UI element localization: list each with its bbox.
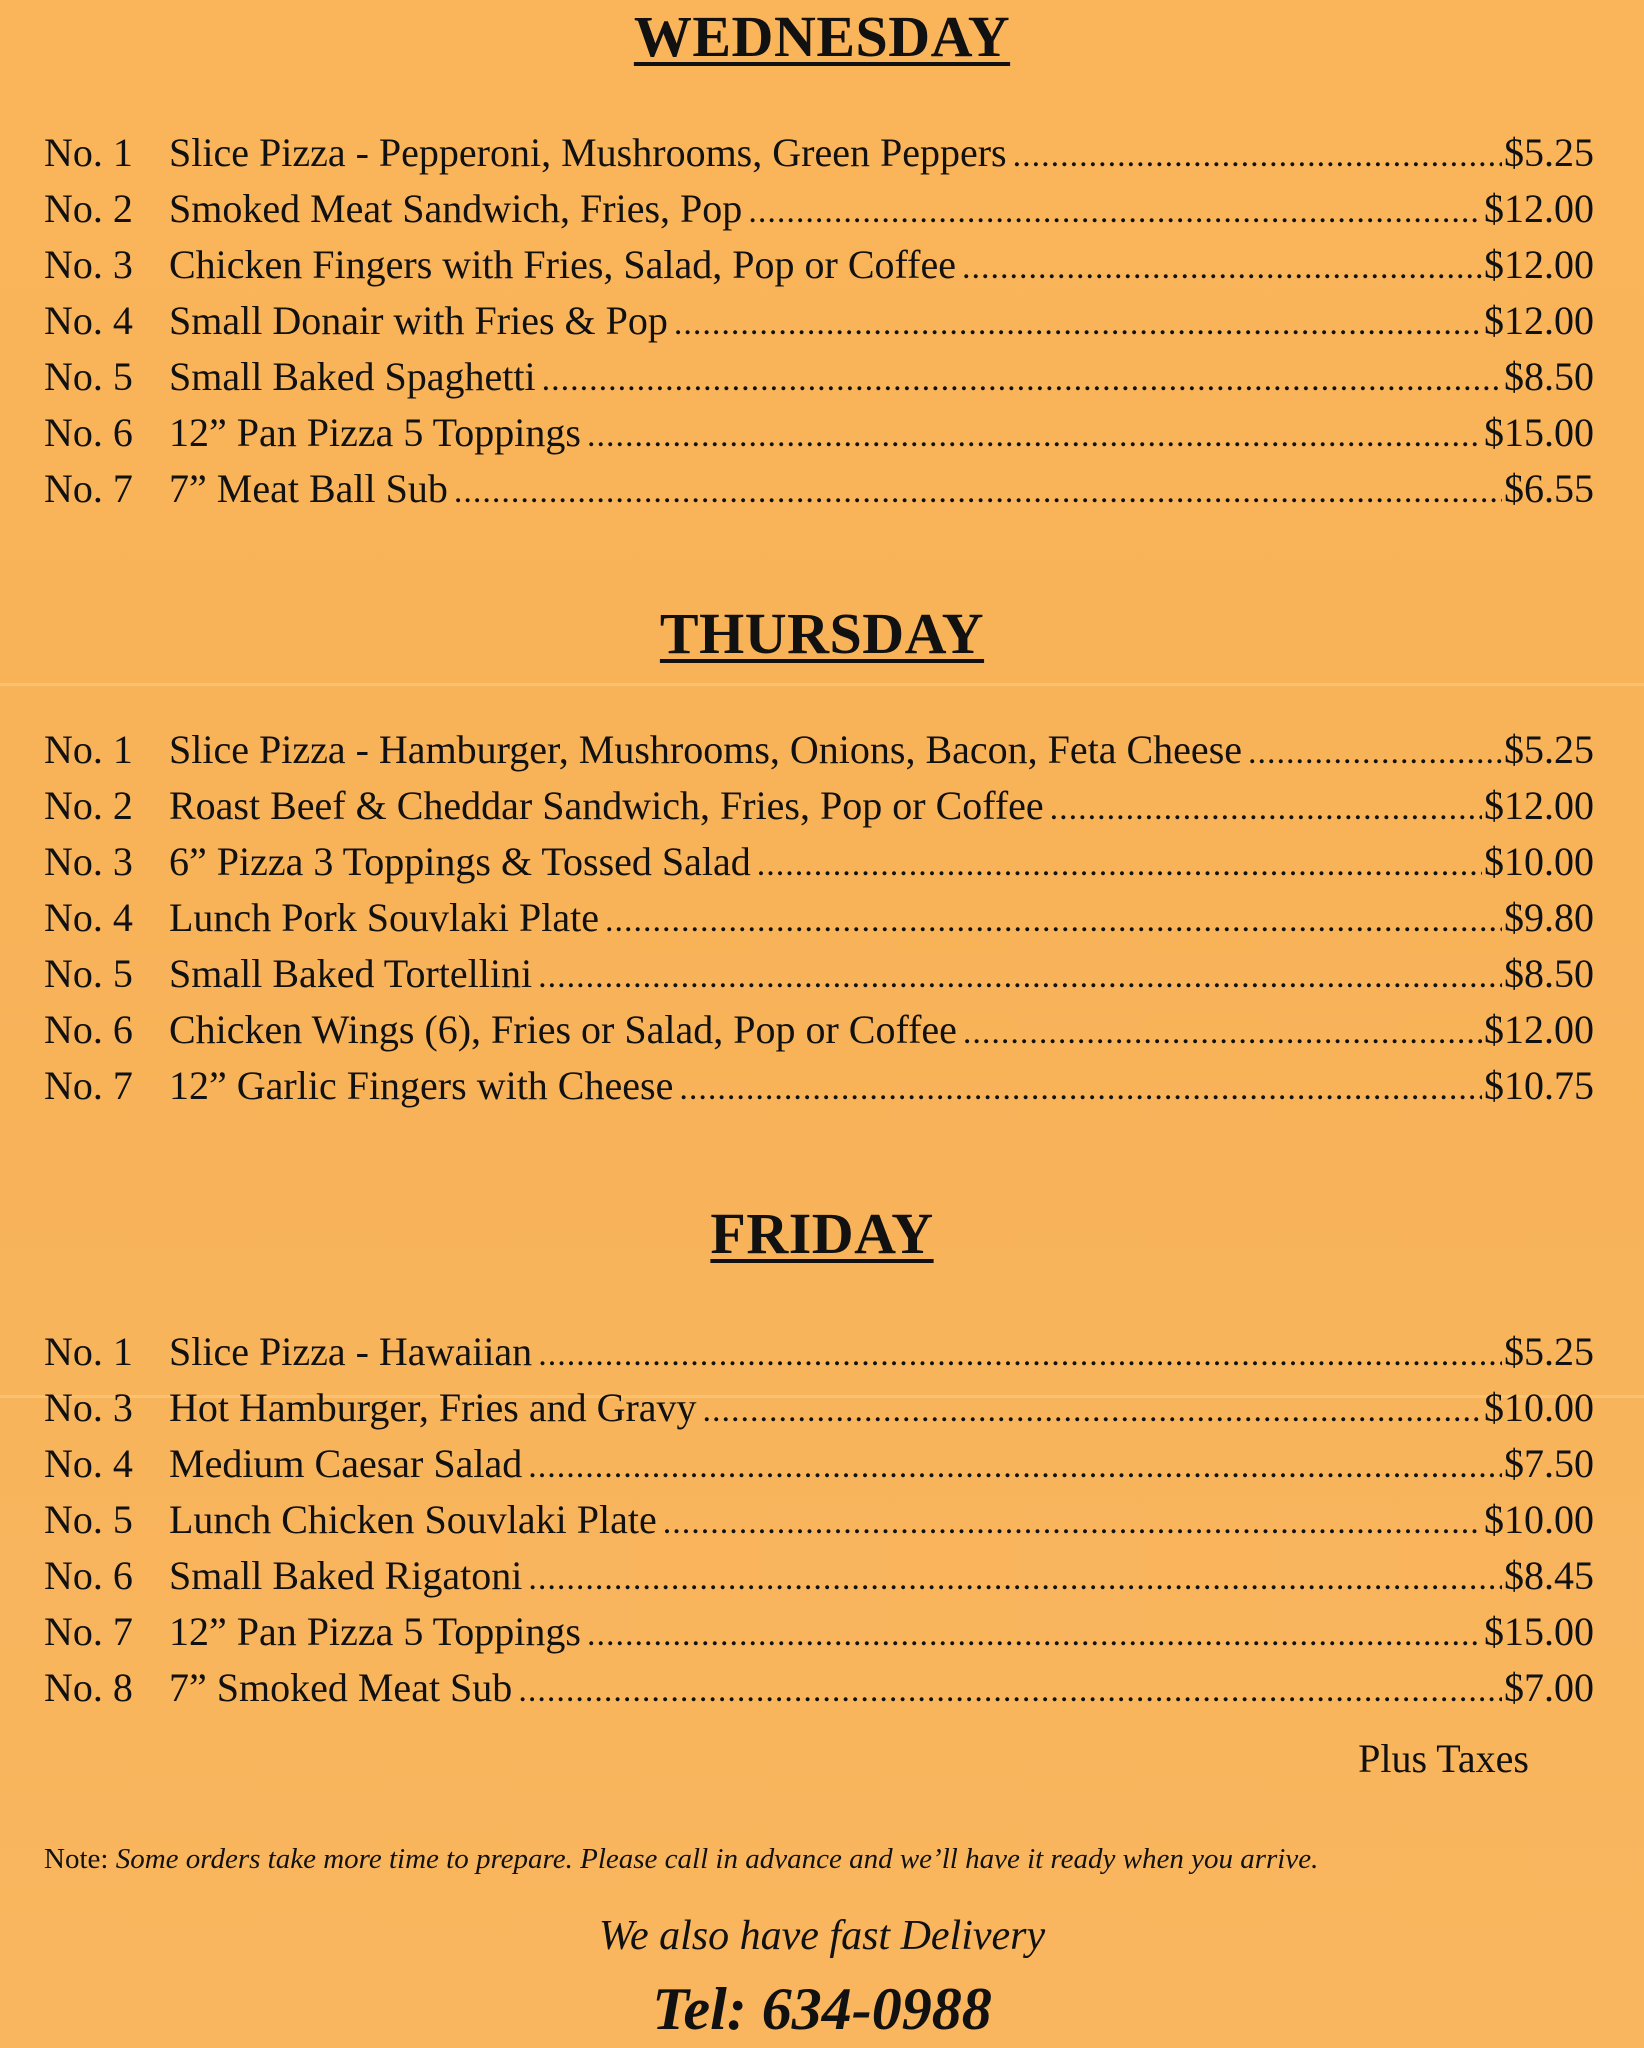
menu-item-number: No. 2 — [44, 783, 133, 828]
menu-item-number: No. 1 — [44, 130, 133, 175]
menu-item-description: Small Baked Spaghetti — [169, 354, 536, 399]
menu-item-number: No. 6 — [44, 410, 133, 455]
menu-item — [44, 890, 1594, 946]
dot-leader — [1050, 778, 1482, 834]
menu-item-number: No. 3 — [44, 839, 133, 884]
menu-item — [44, 125, 1594, 181]
menu-item — [44, 461, 1594, 517]
dot-leader — [454, 461, 1502, 517]
plus-taxes-label: Plus Taxes — [1358, 1736, 1529, 1781]
dot-leader — [1013, 125, 1502, 181]
menu-item — [44, 1436, 1594, 1492]
menu-item-description: Small Baked Tortellini — [169, 951, 533, 996]
dot-leader — [674, 293, 1482, 349]
menu-item — [44, 946, 1594, 1002]
menu-item-number: No. 4 — [44, 895, 133, 940]
menu-item-number: No. 2 — [44, 186, 133, 231]
menu-item-description: Medium Caesar Salad — [169, 1441, 523, 1486]
menu-item-description: Roast Beef & Cheddar Sandwich, Fries, Pop or Coffee — [169, 783, 1044, 828]
wednesday-title: WEDNESDAY — [633, 4, 1011, 69]
menu-item-description: Chicken Wings (6), Fries or Salad, Pop or Coffee — [169, 1007, 957, 1052]
menu-item-price: $7.00 — [1504, 1665, 1594, 1710]
menu-item-number: No. 3 — [44, 1385, 133, 1430]
menu-item-number: No. 4 — [44, 1441, 133, 1486]
menu-item-price: $8.45 — [1504, 1553, 1594, 1598]
menu-item-number: No. 7 — [44, 1063, 133, 1108]
telephone-number: Tel: 634-0988 — [652, 1976, 992, 2042]
menu-item-price: $6.55 — [1504, 466, 1594, 511]
menu-item-description: 12” Garlic Fingers with Cheese — [169, 1063, 674, 1108]
menu-item-price: $7.50 — [1504, 1441, 1594, 1486]
menu-item-price: $15.00 — [1484, 1609, 1594, 1654]
dot-leader — [963, 1002, 1482, 1058]
menu-item-number: No. 5 — [44, 354, 133, 399]
menu-item — [44, 1604, 1594, 1660]
menu-item — [44, 1492, 1594, 1548]
menu-item-price: $10.75 — [1484, 1063, 1594, 1108]
menu-item-price: $10.00 — [1484, 1385, 1594, 1430]
dot-leader — [962, 237, 1482, 293]
dot-leader — [587, 405, 1482, 461]
menu-item — [44, 1548, 1594, 1604]
menu-item — [44, 181, 1594, 237]
friday-title: FRIDAY — [710, 1201, 934, 1266]
dot-leader — [703, 1380, 1482, 1436]
menu-item-number: No. 3 — [44, 242, 133, 287]
menu-item-description: Lunch Chicken Souvlaki Plate — [169, 1497, 657, 1542]
menu-item-number: No. 7 — [44, 1609, 133, 1654]
menu-item-price: $5.25 — [1504, 1329, 1594, 1374]
menu-item-description: 7” Meat Ball Sub — [169, 466, 448, 511]
menu-item-number: No. 5 — [44, 1497, 133, 1542]
menu-item-description: Slice Pizza - Pepperoni, Mushrooms, Green Peppers — [169, 130, 1007, 175]
dot-leader — [528, 1436, 1502, 1492]
menu-item-number: No. 5 — [44, 951, 133, 996]
dot-leader — [605, 890, 1502, 946]
menu-item — [44, 778, 1594, 834]
menu-item-description: Hot Hamburger, Fries and Gravy — [169, 1385, 697, 1430]
menu-item — [44, 834, 1594, 890]
menu-item-price: $5.25 — [1504, 130, 1594, 175]
dot-leader — [542, 349, 1502, 405]
delivery-notice: We also have fast Delivery — [598, 1913, 1046, 1959]
menu-item — [44, 1660, 1594, 1716]
menu-item-price: $12.00 — [1484, 298, 1594, 343]
menu-item-price: $5.25 — [1504, 727, 1594, 772]
menu-item — [44, 722, 1594, 778]
menu-item-description: Smoked Meat Sandwich, Fries, Pop — [169, 186, 743, 231]
menu-item — [44, 1380, 1594, 1436]
note-label: Note: — [44, 1843, 109, 1875]
menu-item-number: No. 6 — [44, 1553, 133, 1598]
menu-item — [44, 1058, 1594, 1114]
menu-item — [44, 1324, 1594, 1380]
menu-item-price: $8.50 — [1504, 951, 1594, 996]
menu-item-description: Slice Pizza - Hawaiian — [169, 1329, 533, 1374]
thursday-title: THURSDAY — [659, 601, 985, 666]
dot-leader — [663, 1492, 1482, 1548]
menu-item-price: $12.00 — [1484, 186, 1594, 231]
thursday-menu-list — [44, 722, 1594, 1114]
menu-item — [44, 349, 1594, 405]
menu-item-price: $12.00 — [1484, 1007, 1594, 1052]
menu-item — [44, 237, 1594, 293]
dot-leader — [528, 1548, 1502, 1604]
wednesday-menu-list — [44, 125, 1594, 517]
menu-item-price: $15.00 — [1484, 410, 1594, 455]
menu-item-description: Small Baked Rigatoni — [169, 1553, 523, 1598]
menu-item-price: $12.00 — [1484, 783, 1594, 828]
dot-leader — [538, 1324, 1502, 1380]
menu-item — [44, 293, 1594, 349]
note-text: Some orders take more time to prepare. Please call in advance and we’ll have it ready when you arrive. — [115, 1843, 1319, 1875]
menu-item-description: 12” Pan Pizza 5 Toppings — [169, 410, 581, 455]
menu-item-description: 6” Pizza 3 Toppings & Tossed Salad — [169, 839, 751, 884]
menu-item-description: Chicken Fingers with Fries, Salad, Pop or Coffee — [169, 242, 956, 287]
menu-item-price: $10.00 — [1484, 839, 1594, 884]
menu-item-description: 12” Pan Pizza 5 Toppings — [169, 1609, 581, 1654]
menu-item-description: Small Donair with Fries & Pop — [169, 298, 668, 343]
dot-leader — [587, 1604, 1482, 1660]
dot-leader — [538, 946, 1502, 1002]
menu-item-description: Lunch Pork Souvlaki Plate — [169, 895, 599, 940]
menu-item-price: $10.00 — [1484, 1497, 1594, 1542]
note — [44, 1843, 1318, 1876]
dot-leader — [1248, 722, 1502, 778]
menu-item-number: No. 4 — [44, 298, 133, 343]
menu-item-description: Slice Pizza - Hamburger, Mushrooms, Onions, Bacon, Feta Cheese — [169, 727, 1243, 772]
menu-item-number: No. 6 — [44, 1007, 133, 1052]
menu-item-number: No. 8 — [44, 1665, 133, 1710]
menu-item-number: No. 1 — [44, 727, 133, 772]
menu-item-price: $8.50 — [1504, 354, 1594, 399]
dot-leader — [679, 1058, 1482, 1114]
menu-item-price: $12.00 — [1484, 242, 1594, 287]
menu-item-description: 7” Smoked Meat Sub — [169, 1665, 513, 1710]
friday-menu-list — [44, 1324, 1594, 1716]
menu-item-number: No. 1 — [44, 1329, 133, 1374]
dot-leader — [518, 1660, 1502, 1716]
menu-item-number: No. 7 — [44, 466, 133, 511]
menu-item-price: $9.80 — [1504, 895, 1594, 940]
dot-leader — [757, 834, 1482, 890]
menu-item — [44, 1002, 1594, 1058]
paper-fold-line — [0, 683, 1644, 686]
menu-item — [44, 405, 1594, 461]
dot-leader — [748, 181, 1482, 237]
